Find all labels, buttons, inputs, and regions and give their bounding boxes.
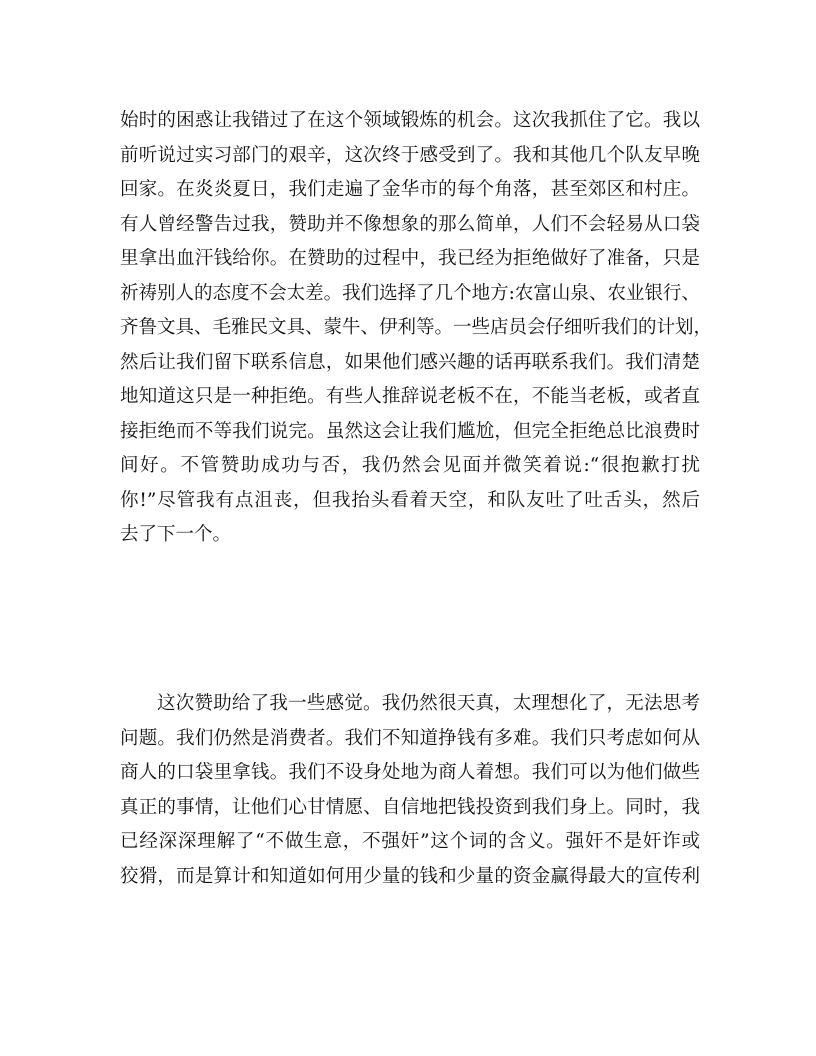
text-line: 已经深深理解了“不做生意，不强奸”这个词的含义。强奸不是奸诈或 <box>120 831 700 852</box>
text-line: 地知道这只是一种拒绝。有些人推辞说老板不在，不能当老板，或者直 <box>120 386 700 407</box>
text-line: 有人曾经警告过我，赞助并不像想象的那么简单，人们不会轻易从口袋 <box>120 213 700 235</box>
text-line: 齐鲁文具、毛雅民文具、蒙牛、伊利等。一些店员会仔细听我们的计划， <box>120 317 713 338</box>
text-line: 始时的困惑让我错过了在这个领域锻炼的机会。这次我抓住了它。我以 <box>120 110 700 131</box>
text-line: 去了下一个。 <box>120 524 232 545</box>
text-line: 狡猾，而是算计和知道如何用少量的钱和少量的资金赢得最大的宣传利 <box>120 865 700 887</box>
text-line: 问题。我们仍然是消费者。我们不知道挣钱有多难。我们只考虑如何从 <box>120 727 700 749</box>
text-line: 然后让我们留下联系信息，如果他们感兴趣的话再联系我们。我们清楚 <box>120 351 700 373</box>
text-line: 里拿出血汗钱给你。在赞助的过程中，我已经为拒绝做好了准备，只是 <box>120 248 700 269</box>
text-line: 商人的口袋里拿钱。我们不设身处地为商人着想。我们可以为他们做些 <box>120 762 700 783</box>
text-line: 祈祷别人的态度不会太差。我们选择了几个地方:农富山泉、农业银行、 <box>120 282 700 304</box>
paragraph-sponsorship-experience <box>120 104 713 553</box>
text-line: 间好。不管赞助成功与否，我仍然会见面并微笑着说:“很抱歉打扰 <box>120 455 700 476</box>
text-line: 回家。在炎炎夏日，我们走遍了金华市的每个角落，甚至郊区和村庄。 <box>120 179 700 200</box>
text-line: 真正的事情，让他们心甘情愿、自信地把钱投资到我们身上。同时，我 <box>120 796 700 818</box>
text-line: 这次赞助给了我一些感觉。我仍然很天真，太理想化了，无法思考 <box>157 693 700 714</box>
paragraph-sponsorship-reflection <box>120 687 700 894</box>
text-line: 接拒绝而不等我们说完。虽然这会让我们尴尬，但完全拒绝总比浪费时 <box>120 420 700 442</box>
text-line: 你!”尽管我有点沮丧，但我抬头看着天空，和队友吐了吐舌头，然后 <box>120 489 700 511</box>
text-line: 前听说过实习部门的艰辛，这次终于感受到了。我和其他几个队友早晚 <box>120 144 700 166</box>
